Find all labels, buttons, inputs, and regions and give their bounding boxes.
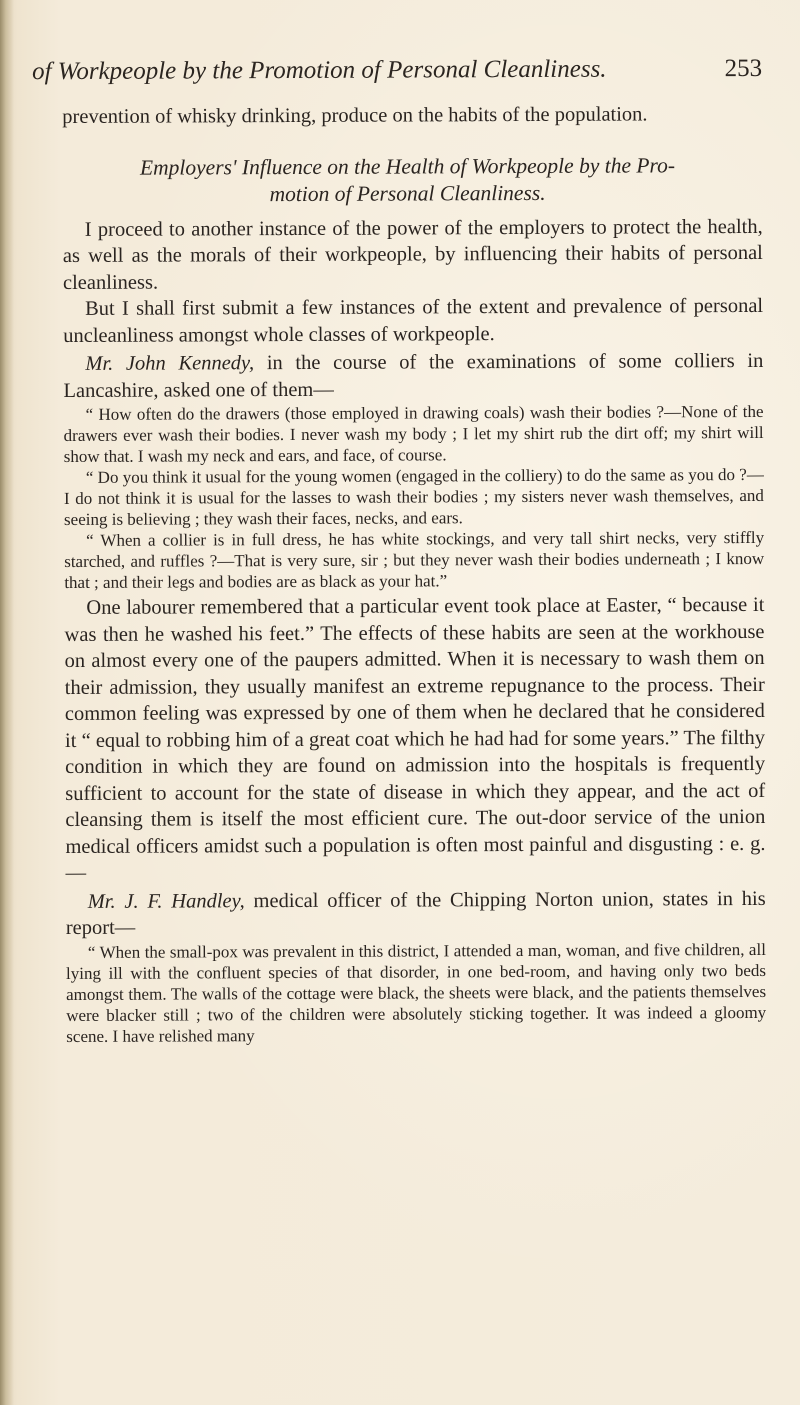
quote-collier-dress: “ When a collier is in full dress, he has white stockings, and very tall shirt necks, very stiffly starched, and ruffles ?—That is very sure, sir ; but they never wash their bodies underneath ; I know that ; and their legs and bodies are as black as your hat.” [64,527,765,592]
person-name-handley: Mr. J. F. Handley, [87,889,245,913]
section-heading-line-1: Employers' Influence on the Health of Workpeople by the Pro- [139,152,676,180]
quote-drawers: “ How often do the drawers (those employed in drawing coals) wash their bodies ?—None of the drawers ever wash their bodies. I never wash my body ; I let my shirt rub the dirt off; my shirt will show that. I wash my neck and ears, and face, of course. [63,401,764,466]
running-head [32,55,762,86]
paragraph-uncleanliness-instances: But I shall first submit a few instances of the extent and prevalence of personal uncleanliness amongst whole classes of workpeople. [63,294,764,347]
page-number: 253 [724,54,763,83]
paragraph-kennedy-text: in the course of the examinations of some colliers in Lancashire, asked one of them— [63,349,764,402]
section-heading-line-2: motion of Personal Cleanliness. [269,180,546,206]
quote-small-pox: “ When the small-pox was prevalent in this district, I attended a man, woman, and five children, all lying ill with the confluent species of that disorder, in one bed-room, and having only two beds amongst them. The walls of the cottage were black, the sheets were black, and the patients themselves were blacker still ; two of the children were absolutely sticking together. It was indeed a gloomy scene. I have relished many [65,939,767,1046]
quote-young-women: “ Do you think it usual for the young women (engaged in the colliery) to do the same as you do ?—I do not think it is usual for the lasses to wash their bodies ; my sisters never wash themselves, and seeing is believing ; they wash their faces, necks, and ears. [63,464,764,529]
paragraph-handley-text: medical officer of the Chipping Norton union, states in his report— [65,887,766,939]
running-head-title: of Workpeople by the Promotion of Personal Cleanliness. [32,55,607,86]
paragraph-labourer-easter: One labourer remembered that a particular event took place at Easter, “ because it was then he washed his feet.” The effects of these habits are seen at the workhouse on almost every one of the paupers admitted. When it is necessary to wash them on their admission, they usually manifest an extreme repugnance to the process. Their common feeling was expressed by one of them when he declared that he considered it “ equal to robbing him of a great coat which he had had for some years.” The filthy condition in which they are found on admission into the hospitals is frequently sufficient to account for the state of disease in which they appear, and the act of cleansing them is itself the most efficient cure. The out-door service of the union medical officers amidst such a population is often most painful and disgusting : e. g.— [64,593,766,884]
paragraph-kennedy [63,348,763,404]
paragraph-handley [66,885,766,941]
paragraph-continuation: prevention of whisky drinking, produce on the habits of the population. [62,103,648,128]
section-heading [52,151,762,208]
paragraph-employers-power: I proceed to another instance of the power of the employers to protect the health, as well as the morals of their workpeople, by influencing their habits of personal cleanliness. [62,215,763,294]
binding-gutter-shadow [0,0,14,1405]
page-content [32,54,767,1047]
person-name-kennedy: Mr. John Kennedy, [85,352,255,375]
